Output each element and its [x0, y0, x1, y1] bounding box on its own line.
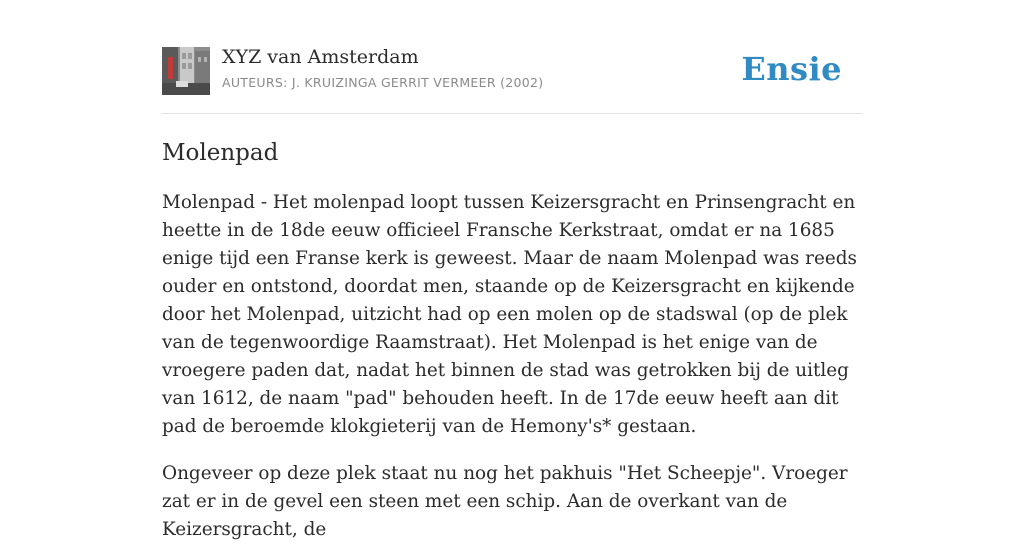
- ensie-logo[interactable]: Ensie: [741, 50, 842, 88]
- article-title: Molenpad: [162, 140, 279, 166]
- source-header: [162, 0, 862, 114]
- source-cover-image: [162, 47, 210, 95]
- article-paragraph: Ongeveer op deze plek staat nu nog het pakhuis "Het Scheepje". Vroeger zat er in de gevel een steen met een schip. Aan de overkant van de Keizersgracht, de: [162, 463, 848, 540]
- source-title[interactable]: XYZ van Amsterdam: [222, 46, 419, 68]
- page-content: [162, 0, 862, 544]
- article-paragraph: Molenpad - Het molenpad loopt tussen Keizersgracht en Prinsengracht en heette in de 18de eeuw officieel Fransche Kerkstraat, omdat er na 1685 enige tijd een Franse kerk is geweest. Maar de naam Molenpad was reeds ouder en ontstond, doordat men, staande op de Keizersgracht en kijkende door het Molenpad, uitzicht had op een molen op de stadswal (op de plek van de tegenwoordige Raamstraat). Het Molenpad is het enige van de vroegere paden dat, nadat het binnen de stad was getrokken bij de uitleg van 1612, de naam "pad" behouden heeft. In de 17de eeuw heeft aan dit pad de beroemde klokgieterij van de Hemony's* gestaan.: [162, 192, 857, 437]
- source-authors: AUTEURS: J. KRUIZINGA GERRIT VERMEER (2002): [222, 75, 544, 90]
- source-avatar[interactable]: [162, 47, 210, 95]
